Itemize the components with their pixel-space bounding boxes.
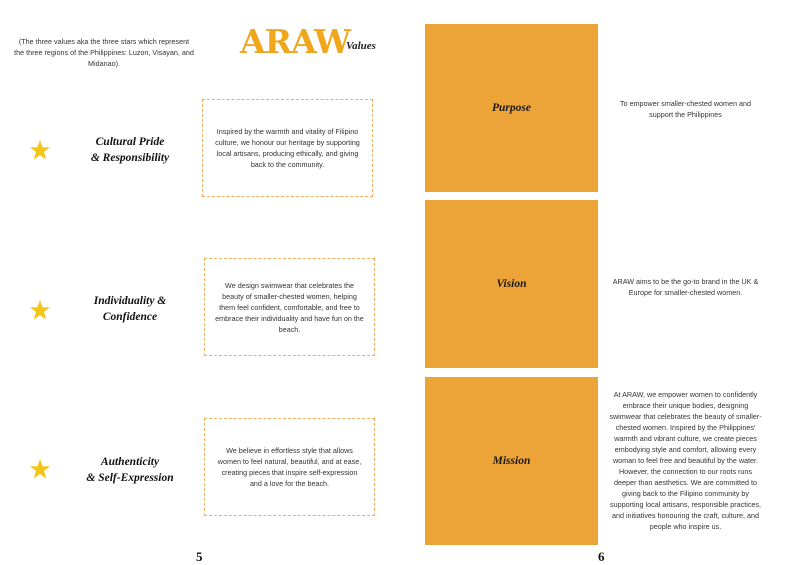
value-description-box <box>204 258 375 356</box>
value-description-box <box>204 418 375 516</box>
value-title-cultural-pride <box>55 134 205 166</box>
value-title-line: Authenticity <box>100 456 160 468</box>
value-description: We design swimwear that celebrates the beauty of smaller-chested women, helping them feel confident, comfortable, and free to embrace their individuality and have fun on the beach. <box>215 280 364 334</box>
purpose-label: Purpose <box>492 102 531 114</box>
purpose-panel <box>425 24 598 192</box>
value-title-line: Confidence <box>102 311 158 323</box>
mission-label: Mission <box>492 455 531 467</box>
page-number-right: 6 <box>598 549 605 564</box>
mission-text: At ARAW, we empower women to confidently embrace their unique bodies, designing swimwear that celebrates the beauty of smaller-chested women. Inspired by the Philippines' warmth and vibrant culture, we create pieces embodying style and comfort, allowing every woman to feel free and beautiful by the water. However, the connection to our roots runs deeper than aesthetics. We are committed to giving back to the Filipino community by supporting local artisans, responsible practices, and initiatives honouring the craft, culture, and people who inspire us. <box>609 390 762 531</box>
value-title-individuality <box>55 293 205 325</box>
star-icon <box>29 299 51 321</box>
regions-note: (The three values aka the three stars which represent the three regions of the Philippines: Luzon, Visayan, and Midanao). <box>14 37 194 68</box>
vision-label: Vision <box>496 278 527 290</box>
mission-panel <box>425 377 598 545</box>
value-title-line: Individuality & <box>93 295 167 307</box>
page-number-left: 5 <box>196 549 203 564</box>
vision-text: ARAW aims to be the go-to brand in the UK & Europe for smaller-chested women. <box>612 277 759 297</box>
brand-subtitle: Values <box>346 40 376 52</box>
brand-title: ARAW <box>240 22 351 61</box>
value-title-line: & Responsibility <box>90 152 170 164</box>
star-icon <box>29 458 51 480</box>
star-icon <box>29 139 51 161</box>
value-description: Inspired by the warmth and vitality of Filipino culture, we honour our heritage by supporting local artisans, producing ethically, and giving back to the community. <box>215 127 360 169</box>
value-title-line: & Self-Expression <box>86 472 174 484</box>
vision-panel <box>425 200 598 368</box>
value-description-box <box>202 99 373 197</box>
value-title-line: Cultural Pride <box>95 136 165 148</box>
value-description: We believe in effortless style that allows women to feel natural, beautiful, and at ease, creating pieces that inspire self-expression and a love for the beach. <box>217 446 362 488</box>
value-title-authenticity <box>55 454 205 486</box>
purpose-text: To empower smaller-chested women and support the Philippines <box>619 99 752 119</box>
